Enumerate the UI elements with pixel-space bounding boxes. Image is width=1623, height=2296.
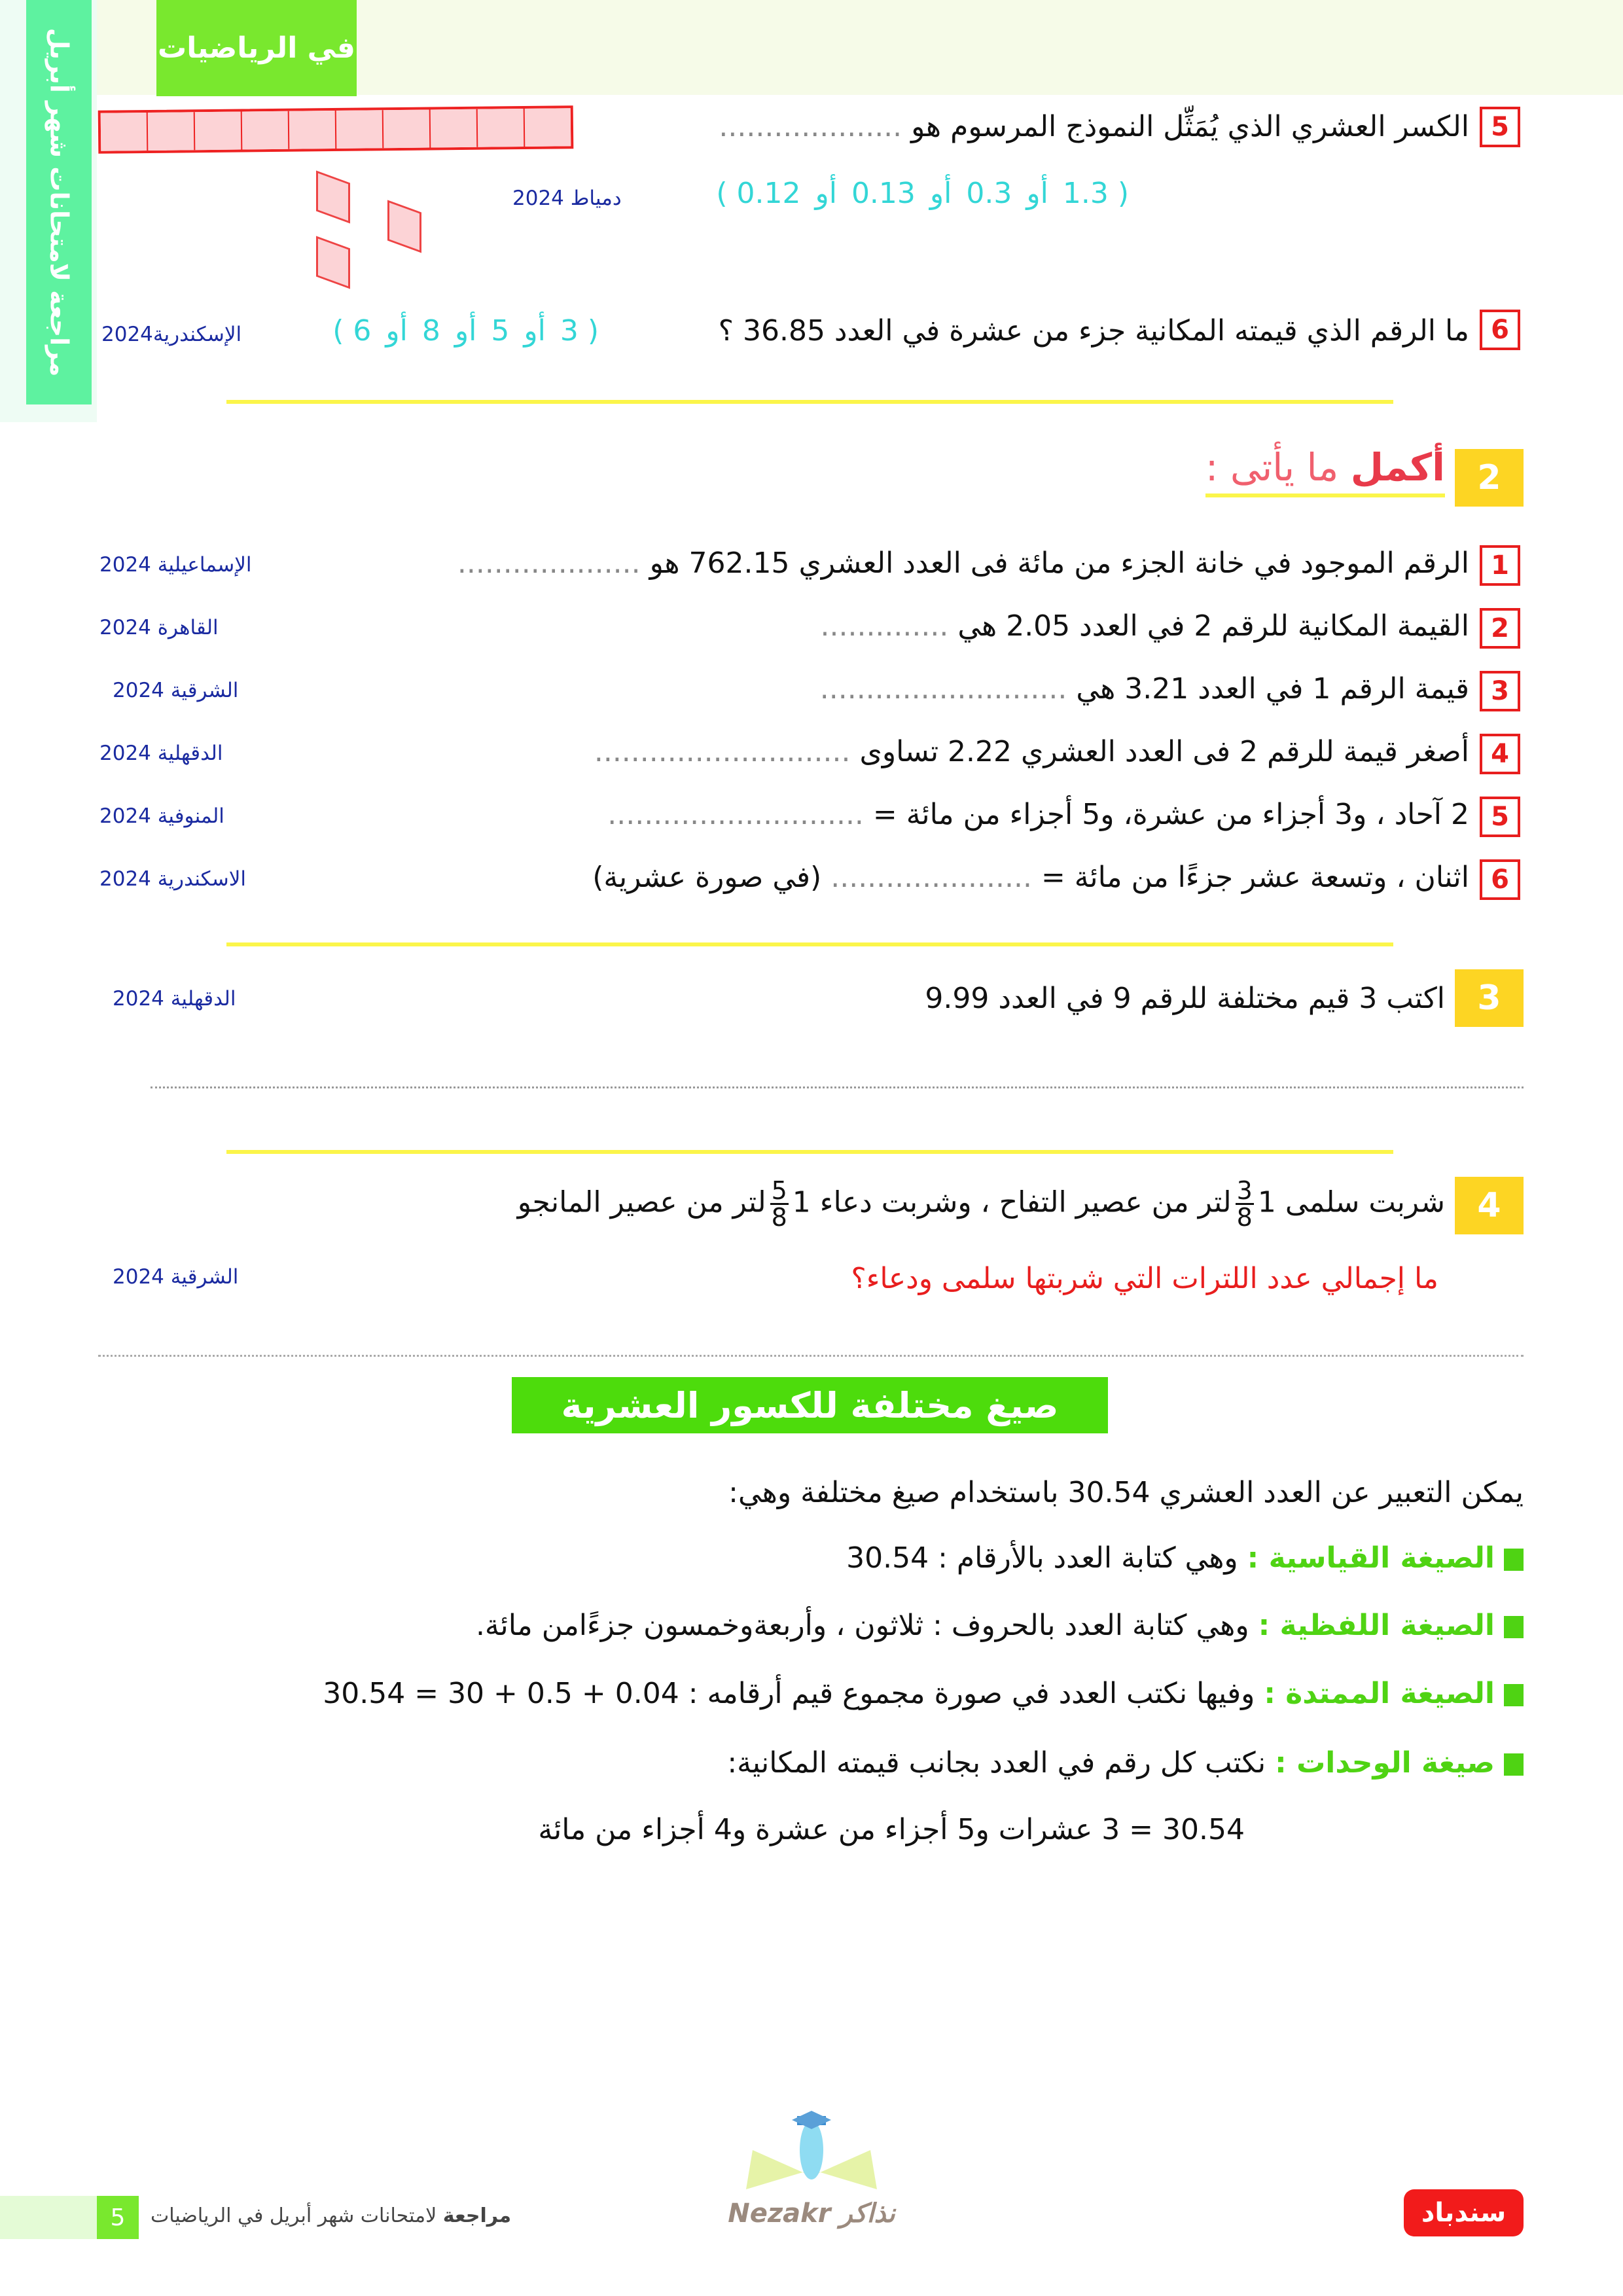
question-text: اكتب 3 قيم مختلفة للرقم 9 في العدد 9.99 [925,982,1445,1015]
item-number: 1 [1480,545,1520,586]
bullet-square-icon [1504,1616,1524,1638]
answer-blank[interactable]: ........................... [819,672,1067,706]
question-text: الكسر العشري الذي يُمَثِّل النموذج المرسوم هو .................... [719,110,1469,143]
item-number: 4 [1480,734,1520,774]
model-block [316,171,350,224]
model-block [316,236,350,289]
answer-blank[interactable]: ............................ [594,735,851,768]
source-label: دمياط 2024 [512,187,622,210]
divider [226,942,1393,946]
footer-text: مراجعة لامتحانات شهر أبريل في الرياضيات [151,2204,512,2227]
form-item: الصيغة الممتدة : وفيها نكتب العدد في صورة مجموع قيم أرقامه : 0.04 + 0.5 + 30 = 30.54 [323,1677,1524,1710]
book-graduate-icon [720,2111,903,2196]
model-block [387,200,421,253]
lesson-title: صيغ مختلفة للكسور العشرية [512,1377,1108,1433]
question-number: 5 [1480,107,1520,147]
section-number: 2 [1455,449,1524,507]
item-text: القيمة المكانية للرقم 2 في العدد 2.05 هي .............. [820,609,1469,643]
item-number: 6 [1480,859,1520,900]
answer-blank[interactable]: .................... [457,547,641,580]
question-prompt: ما إجمالي عدد اللترات التي شربتها سلمى ودعاء؟ [851,1262,1438,1295]
answer-blank: .................... [719,110,902,143]
bullet-square-icon [1504,1549,1524,1571]
question-text: شربت سلمى 1 $\frac{3}{8}$ لتر من عصير التفاح ، وشربت دعاء 1 $\frac{5}{8}$ لتر من عصير المانجو [517,1176,1445,1232]
item-number: 3 [1480,671,1520,711]
form-item: صيغة الوحدات : نكتب كل رقم في العدد بجانب قيمته المكانية: [727,1746,1524,1780]
item-number: 2 [1480,608,1520,649]
divider [226,400,1393,404]
item-text: أصغر قيمة للرقم 2 فى العدد العشري 2.22 تساوى ............................ [594,735,1469,768]
answer-blank[interactable]: ...................... [830,861,1032,894]
option[interactable]: 0.3 [966,177,1012,210]
option[interactable]: 5 [491,314,510,348]
source-label: الشرقية 2024 [113,1265,239,1289]
source-label: الشرقية 2024 [113,679,239,702]
section-number: 3 [1455,969,1524,1027]
item-text: قيمة الرقم 1 في العدد 3.21 هي ........................... [819,672,1469,706]
answer-line[interactable] [151,1086,1524,1088]
bullet-square-icon [1504,1684,1524,1706]
source-label: المنوفية 2024 [99,804,224,828]
bullet-square-icon [1504,1753,1524,1776]
options: ( 1.3أو0.3أو0.13أو0.12 ) [716,177,1129,210]
divider [226,1150,1393,1154]
fraction: $\frac{3}{8}$ [1236,1176,1253,1232]
source-label: الدقهلية 2024 [99,742,223,765]
option[interactable]: 3 [560,314,579,348]
brand-logo: سندباد [1404,2189,1524,2236]
form-item: الصيغة القياسية : وهي كتابة العدد بالأرقام : 30.54 [846,1541,1524,1575]
separator [98,1355,1524,1357]
answer-blank[interactable]: .............. [820,609,949,643]
source-label: الدقهلية 2024 [113,987,236,1011]
fraction: $\frac{5}{8}$ [771,1176,787,1232]
decimal-model-strip [98,105,574,154]
question-number: 6 [1480,310,1520,350]
question-text: ما الرقم الذي قيمته المكانية جزء من عشرة في العدد 36.85 ؟ [718,314,1469,348]
options: ( 3أو5أو8أو6 ) [332,314,599,348]
section-number: 4 [1455,1177,1524,1234]
answer-blank[interactable]: ............................ [607,798,864,831]
lesson-intro: يمكن التعبير عن العدد العشري 30.54 باستخدام صيغ مختلفة وهي: [728,1476,1524,1509]
subject-title: في الرياضيات [156,0,357,96]
source-label: القاهرة 2024 [99,616,219,639]
item-text: اثنان ، وتسعة عشر جزءًا من مائة = ...................... (في صورة عشرية) [592,861,1469,894]
source-label: الاسكندرية 2024 [99,867,246,891]
page-number: 5 [97,2196,139,2239]
option[interactable]: 0.12 [736,177,801,210]
section-title: أكمل ما يأتى : [1205,445,1445,497]
source-label: الإسكندرية2024 [101,323,242,346]
item-text: 2 آحاد ، و3 أجزاء من عشرة، و5 أجزاء من مائة = ............................ [607,798,1469,831]
option[interactable]: 8 [421,314,440,348]
sidebar-tab [26,0,92,404]
units-example: 30.54 = 3 عشرات و5 أجزاء من عشرة و4 أجزاء من مائة [538,1813,1245,1846]
item-text: الرقم الموجود في خانة الجزء من مائة فى العدد العشري 762.15 هو .................... [457,547,1469,580]
option[interactable]: 6 [353,314,372,348]
source-label: الإسماعيلية 2024 [99,553,252,577]
sidebar-text: مراجعة لامتحانات شهر أبريل [45,27,73,377]
footer-band [0,2196,97,2239]
option[interactable]: 1.3 [1062,177,1109,210]
form-item: الصيغة اللفظية : وهي كتابة العدد بالحروف : ثلاثون ، وأربعةوخمسون جزءًامن مائة. [476,1609,1524,1642]
item-number: 5 [1480,797,1520,837]
option[interactable]: 0.13 [851,177,916,210]
nezakr-logo: Nezakr نذاكر [720,2111,903,2242]
